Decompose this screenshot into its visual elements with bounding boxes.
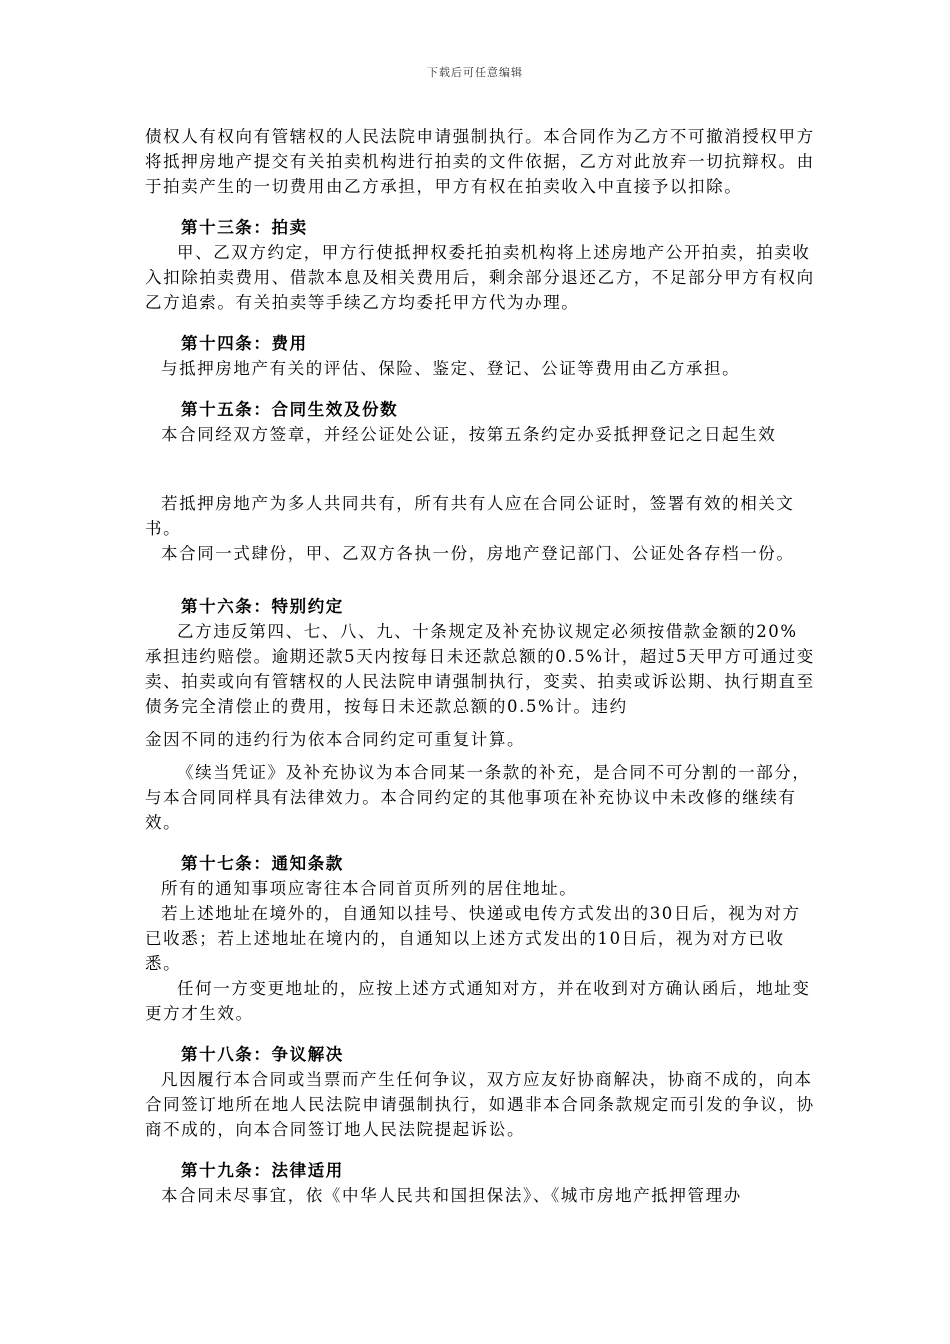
article-15-paragraph-3: 本合同一式肆份，甲、乙双方各执一份，房地产登记部门、公证处各存档一份。 — [161, 544, 795, 563]
article-19-title: 第十九条：法律适用 — [181, 1161, 344, 1180]
page-header: 下载后可任意编辑 — [427, 66, 523, 79]
article-13-title: 第十三条：拍卖 — [181, 218, 308, 237]
article-19-paragraph: 本合同未尽事宜，依《中华人民共和国担保法》、《城市房地产抵押管理办 — [161, 1186, 742, 1205]
article-14-title: 第十四条：费用 — [181, 334, 308, 353]
article-15-paragraph-2: 若抵押房地产为多人共同共有，所有共有人应在合同公证时，签署有效的相关文书。 — [145, 494, 795, 538]
article-16-paragraph-2: 《续当凭证》及补充协议为本合同某一条款的补充，是合同不可分割的一部分，与本合同同样具有法律效力。本合同约定的其他事项在补充协议中未改修的继续有效。 — [145, 763, 811, 832]
document-body — [145, 124, 815, 1208]
article-16-title: 第十六条：特别约定 — [181, 597, 344, 616]
article-16-paragraph-1-continued: 金因不同的违约行为依本合同约定可重复计算。 — [145, 730, 526, 749]
article-13-paragraph: 甲、乙双方约定，甲方行使抵押权委托拍卖机构将上述房地产公开拍卖，拍卖收入扣除拍卖费用、借款本息及相关费用后，剩余部分退还乙方，不足部分甲方有权向乙方追索。有关拍卖等手续乙方均委托甲方代为办理。 — [145, 243, 815, 312]
article-17-paragraph-2: 若上述地址在境外的，自通知以挂号、快递或电传方式发出的30日后，视为对方已收悉；若上述地址在境内的，自通知以上述方式发出的10日后，视为对方已收悉。 — [145, 904, 801, 973]
article-18-paragraph: 凡因履行本合同或当票而产生任何争议，双方应友好协商解决，协商不成的，向本合同签订地所在地人民法院申请强制执行，如遇非本合同条款规定而引发的争议，协商不成的，向本合同签订地人民法院提起诉讼。 — [145, 1070, 815, 1139]
paragraph-intro: 债权人有权向有管辖权的人民法院申请强制执行。本合同作为乙方不可撤消授权甲方将抵押房地产提交有关拍卖机构进行拍卖的文件依据，乙方对此放弃一切抗辩权。由于拍卖产生的一切费用由乙方承担，甲方有权在拍卖收入中直接予以扣除。 — [145, 127, 815, 196]
article-17-paragraph-1: 所有的通知事项应寄往本合同首页所列的居住地址。 — [161, 879, 578, 898]
article-18-title: 第十八条：争议解决 — [181, 1045, 344, 1064]
article-15-paragraph-1: 本合同经双方签章，并经公证处公证，按第五条约定办妥抵押登记之日起生效 — [161, 425, 777, 444]
article-17-paragraph-3: 任何一方变更地址的，应按上述方式通知对方，并在收到对方确认函后，地址变更方才生效。 — [145, 979, 811, 1023]
article-17-title: 第十七条：通知条款 — [181, 854, 344, 873]
article-15-title: 第十五条：合同生效及份数 — [181, 400, 399, 419]
article-16-paragraph-1: 乙方违反第四、七、八、九、十条规定及补充协议规定必须按借款金额的20%承担违约赔偿。逾期还款5天内按每日未还款总额的0.5%计，超过5天甲方可通过变卖、拍卖或向有管辖权的人民法院申请强制执行，变卖、拍卖或诉讼期、执行期直至债务完全清偿止的费用，按每日未还款总额的0.5%计。违约 — [145, 622, 815, 716]
article-14-paragraph: 与抵押房地产有关的评估、保险、鉴定、登记、公证等费用由乙方承担。 — [161, 359, 741, 378]
